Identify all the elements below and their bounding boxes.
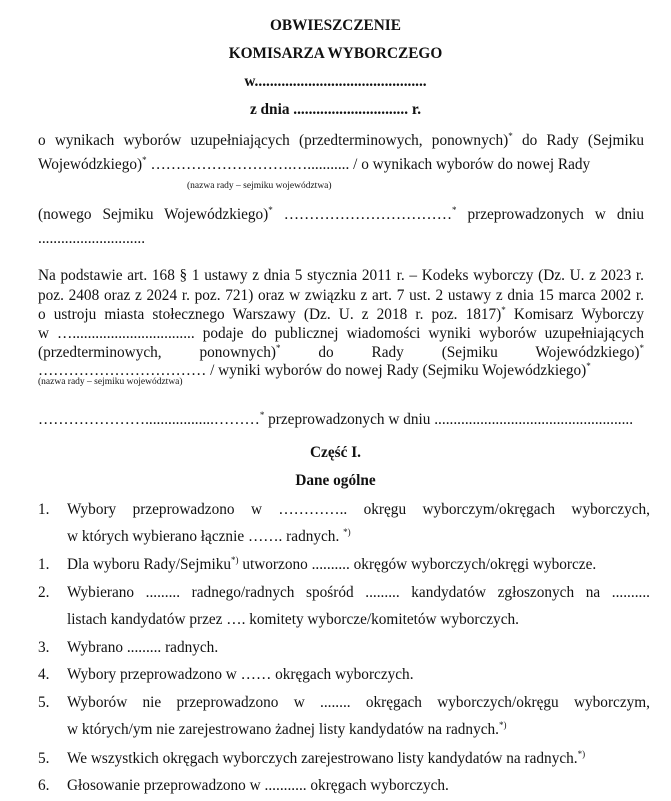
- item-text-cont: w których/ym nie zarejestrowano żadnej listy kandydatów na radnych.*): [67, 720, 507, 738]
- intro-line-2: Wojewódzkiego)* ……………………….…........... / o wynikach wyborów do nowej Rady: [38, 155, 591, 173]
- item-number: 3.: [38, 639, 50, 656]
- item-text: Wybory przeprowadzono w …… okręgach wyborczych.: [67, 666, 414, 683]
- basis-line-4: w …................................ podaje do publicznej wiadomości wyniki wyborów uzupełniających: [38, 325, 644, 342]
- document-title: OBWIESZCZENIE: [270, 17, 401, 34]
- item-text: Głosowanie przeprowadzono w ........... okręgach wyborczych.: [67, 777, 449, 794]
- intro-line-1: o wynikach wyborów uzupełniających (przedterminowych, ponownych)* do Rady (Sejmiku: [38, 131, 644, 149]
- item-text: Wyborów nie przeprowadzono w ........ okręgach wyborczych/okręgu wyborczym,: [67, 694, 650, 711]
- item-text: Dla wyboru Rady/Sejmiku*) utworzono .......... okręgów wyborczych/okręgi wyborcze.: [67, 555, 597, 573]
- intro-line-3: (nowego Sejmiku Wojewódzkiego)* ……………………………* przeprowadzonych w dniu: [38, 205, 645, 223]
- basis-line-7: …………………..................………* przeprowadzonych w dniu ....................................................: [38, 410, 634, 428]
- date-line: z dnia .............................. r.: [249, 101, 422, 118]
- place-line: w.............................................: [244, 73, 427, 90]
- item-text: We wszystkich okręgach wyborczych zarejestrowano listy kandydatów na radnych.*): [67, 749, 586, 767]
- item-text: Wybrano ......... radnych.: [67, 639, 219, 656]
- item-text: Wybierano ......... radnego/radnych spośród ......... kandydatów zgłoszonych na ..........: [67, 584, 650, 601]
- intro-caption: (nazwa rady – sejmiku województwa): [187, 181, 332, 191]
- basis-line-2: poz. 2408 oraz z 2024 r. poz. 721) oraz w związku z art. 7 ust. 2 ustawy z dnia 15 marca 2002 r.: [38, 287, 644, 304]
- basis-caption: (nazwa rady – sejmiku województwa): [38, 377, 183, 387]
- part-title: Część I.: [310, 444, 361, 461]
- item-text-cont: listach kandydatów przez …. komitety wyborcze/komitetów wyborczych.: [67, 611, 519, 628]
- basis-line-1: Na podstawie art. 168 § 1 ustawy z dnia 5 stycznia 2011 r. – Kodeks wyborczy (Dz. U. z 2023 r.: [38, 267, 644, 284]
- basis-line-5: (przedterminowych, ponownych)* do Rady (Sejmiku Wojewódzkiego)*: [38, 343, 644, 361]
- item-number: 1.: [38, 501, 50, 518]
- basis-line-3: o ustroju miasta stołecznego Warszawy (Dz. U. z 2018 r. poz. 1817)* Komisarz Wyborczy: [38, 305, 644, 323]
- item-text-cont: w których wybierano łącznie ……. radnych. *): [67, 527, 351, 545]
- intro-line-4: ............................: [38, 230, 146, 247]
- item-number: 5.: [38, 750, 50, 767]
- item-number: 5.: [38, 694, 50, 711]
- item-number: 4.: [38, 666, 50, 683]
- basis-line-6: …………………………… / wyniki wyborów do nowej Rady (Sejmiku Wojewódzkiego)*: [38, 361, 591, 379]
- item-number: 1.: [38, 556, 50, 573]
- item-number: 6.: [38, 777, 50, 794]
- item-text: Wybory przeprowadzono w ………….. okręgu wyborczym/okręgach wyborczych,: [67, 501, 650, 518]
- document-subtitle: KOMISARZA WYBORCZEGO: [228, 45, 443, 62]
- item-number: 2.: [38, 584, 50, 601]
- part-subtitle: Dane ogólne: [295, 472, 376, 489]
